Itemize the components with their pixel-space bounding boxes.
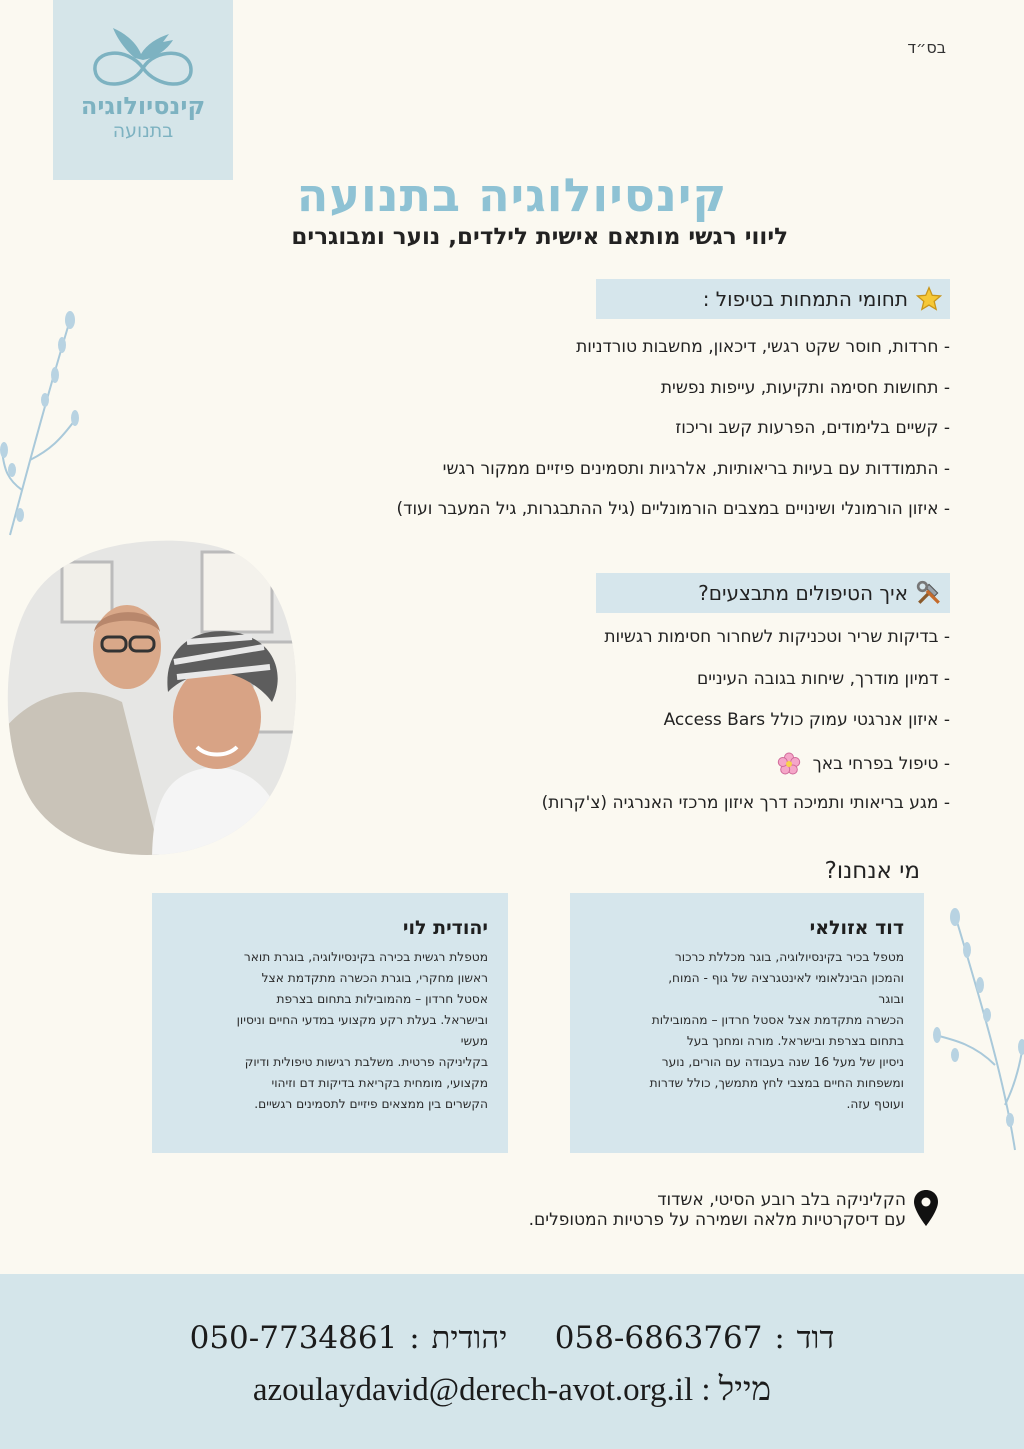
david-bio <box>586 947 904 1115</box>
bio-line: ראשון מחקרי, בוגרת הכשרה מתקדמת אצל <box>261 971 488 985</box>
list-item: - איזון אנרגטי עמוק כולל Access Bars <box>663 710 950 730</box>
yehudit-bio <box>168 947 488 1115</box>
list-item: - מגע בריאותי ותמיכה דרך איזון מרכזי האנרגיה (צ'קרות) <box>541 793 950 813</box>
bio-line: ובישראל. בעלת רקע מקצועי במדעי החיים וניסיון <box>236 1013 488 1027</box>
footer <box>0 1274 1024 1449</box>
david-name: דוד אזולאי <box>809 917 904 939</box>
dove-infinity-icon <box>87 28 199 90</box>
bio-line: מקצועי, מומחית בקריאת בדיקות דם וזיהוי <box>271 1076 488 1090</box>
branch-decoration-left <box>0 300 90 540</box>
location-line1: הקליניקה בלב רובע הסיטי, אשדוד <box>657 1190 906 1210</box>
list-item: - בדיקות שריר וטכניקות לשחרור חסימות רגשיות <box>604 627 950 647</box>
bsd-mark: בס״ד <box>907 38 946 57</box>
yehudit-phone[interactable]: 050-7734861 <box>189 1320 398 1356</box>
location <box>529 1190 938 1230</box>
specialties-heading: תחומי התמחות בטיפול : <box>702 287 908 311</box>
specialties-list <box>397 337 950 540</box>
list-item: - התמודדות עם בעיות בריאותיות, אלרגיות ותסמינים פיזיים ממקור רגשי <box>442 458 950 479</box>
yehudit-phone-label: יהודית : <box>409 1320 508 1356</box>
bio-line: ניסיון של מעל 16 שנה בעבודה עם הורים, נוער <box>661 1055 904 1069</box>
email-address[interactable]: azoulaydavid@derech-avot.org.il <box>252 1372 694 1408</box>
location-line2: עם דיסקרטיות מלאה ושמירה על פרטיות המטופלים. <box>528 1210 906 1230</box>
email-row <box>0 1372 1024 1409</box>
bio-line: הקשרים בין ממצאים פיזיים לתסמינים רגשיים. <box>254 1097 488 1111</box>
bio-line: אסטל חרדון – מהמובילות בתחום בצרפת <box>276 992 488 1006</box>
about-heading: מי אנחנו? <box>824 858 920 884</box>
list-item: - חרדות, חוסר שקט רגשי, דיכאון, מחשבות טורדניות <box>576 337 950 357</box>
bio-line: בתחום בצרפת ובישראל. מורה ומחנך בעל <box>686 1034 904 1048</box>
bio-line: ובוגר <box>878 992 904 1006</box>
list-item: - קשיים בלימודים, הפרעות קשב וריכוז <box>675 418 950 438</box>
treatments-heading-bar <box>596 573 950 613</box>
team-photo <box>2 532 302 862</box>
tools-icon <box>916 580 942 606</box>
list-item-bach-flowers <box>542 752 950 794</box>
email-label: מייל : <box>701 1372 772 1408</box>
bio-line: ועוטף עזה. <box>846 1097 904 1111</box>
yehudit-name: יהודית לוי <box>402 917 488 939</box>
treatments-heading: איך הטיפולים מתבצעים? <box>698 581 908 605</box>
bio-line: הכשרה מתקדמת אצל אסטל חרדון – מהמובילות <box>651 1013 904 1027</box>
treatments-list <box>542 627 950 835</box>
bio-line: ומשפחות החיים במצבי לחץ מתמשך, כולל שדרות <box>649 1076 904 1090</box>
flower-icon <box>777 752 801 776</box>
list-item: - דמיון מודרך, שיחות בגובה העיניים <box>696 668 950 689</box>
phone-numbers <box>0 1320 1024 1356</box>
david-phone-label: דוד : <box>774 1320 835 1356</box>
list-item: - איזון הורמונלי ושינויים במצבים הורמונליים (גיל ההתבגרות, גיל המעבר ועוד) <box>396 499 950 519</box>
page-title: קינסיולוגיה בתנועה <box>296 168 728 222</box>
bio-line: מטפלת רגשית בכירה בקינסיולוגיה, בוגרת תואר <box>243 950 488 964</box>
david-card <box>570 893 924 1153</box>
page-subtitle: ליווי רגשי מותאם אישית לילדים, נוער ומבוגרים <box>291 224 788 250</box>
yehudit-card <box>152 893 508 1153</box>
specialties-heading-bar <box>596 279 950 319</box>
bio-line: בקליניקה פרטית. משלבת רגישות טיפולית ודיוק <box>244 1055 488 1069</box>
bio-line: מעשי <box>460 1034 488 1048</box>
logo <box>53 0 233 180</box>
list-item-label: - טיפול בפרחי באך <box>812 753 950 774</box>
bio-line: והמכון הבינלאומי לאינטגרציה של גוף - המוח, <box>668 971 904 985</box>
david-phone[interactable]: 058-6863767 <box>554 1320 763 1356</box>
star-icon <box>916 286 942 312</box>
logo-text-main: קינסיולוגיה <box>80 92 206 120</box>
branch-decoration-right <box>925 905 1024 1155</box>
map-pin-icon <box>914 1190 938 1226</box>
list-item: - תחושות חסימה ותקיעות, עייפות נפשית <box>660 377 950 398</box>
logo-text-sub: בתנועה <box>112 120 174 142</box>
bio-line: מטפל בכיר בקינסיולוגיה, בוגר מכללת כרכור <box>674 950 904 964</box>
